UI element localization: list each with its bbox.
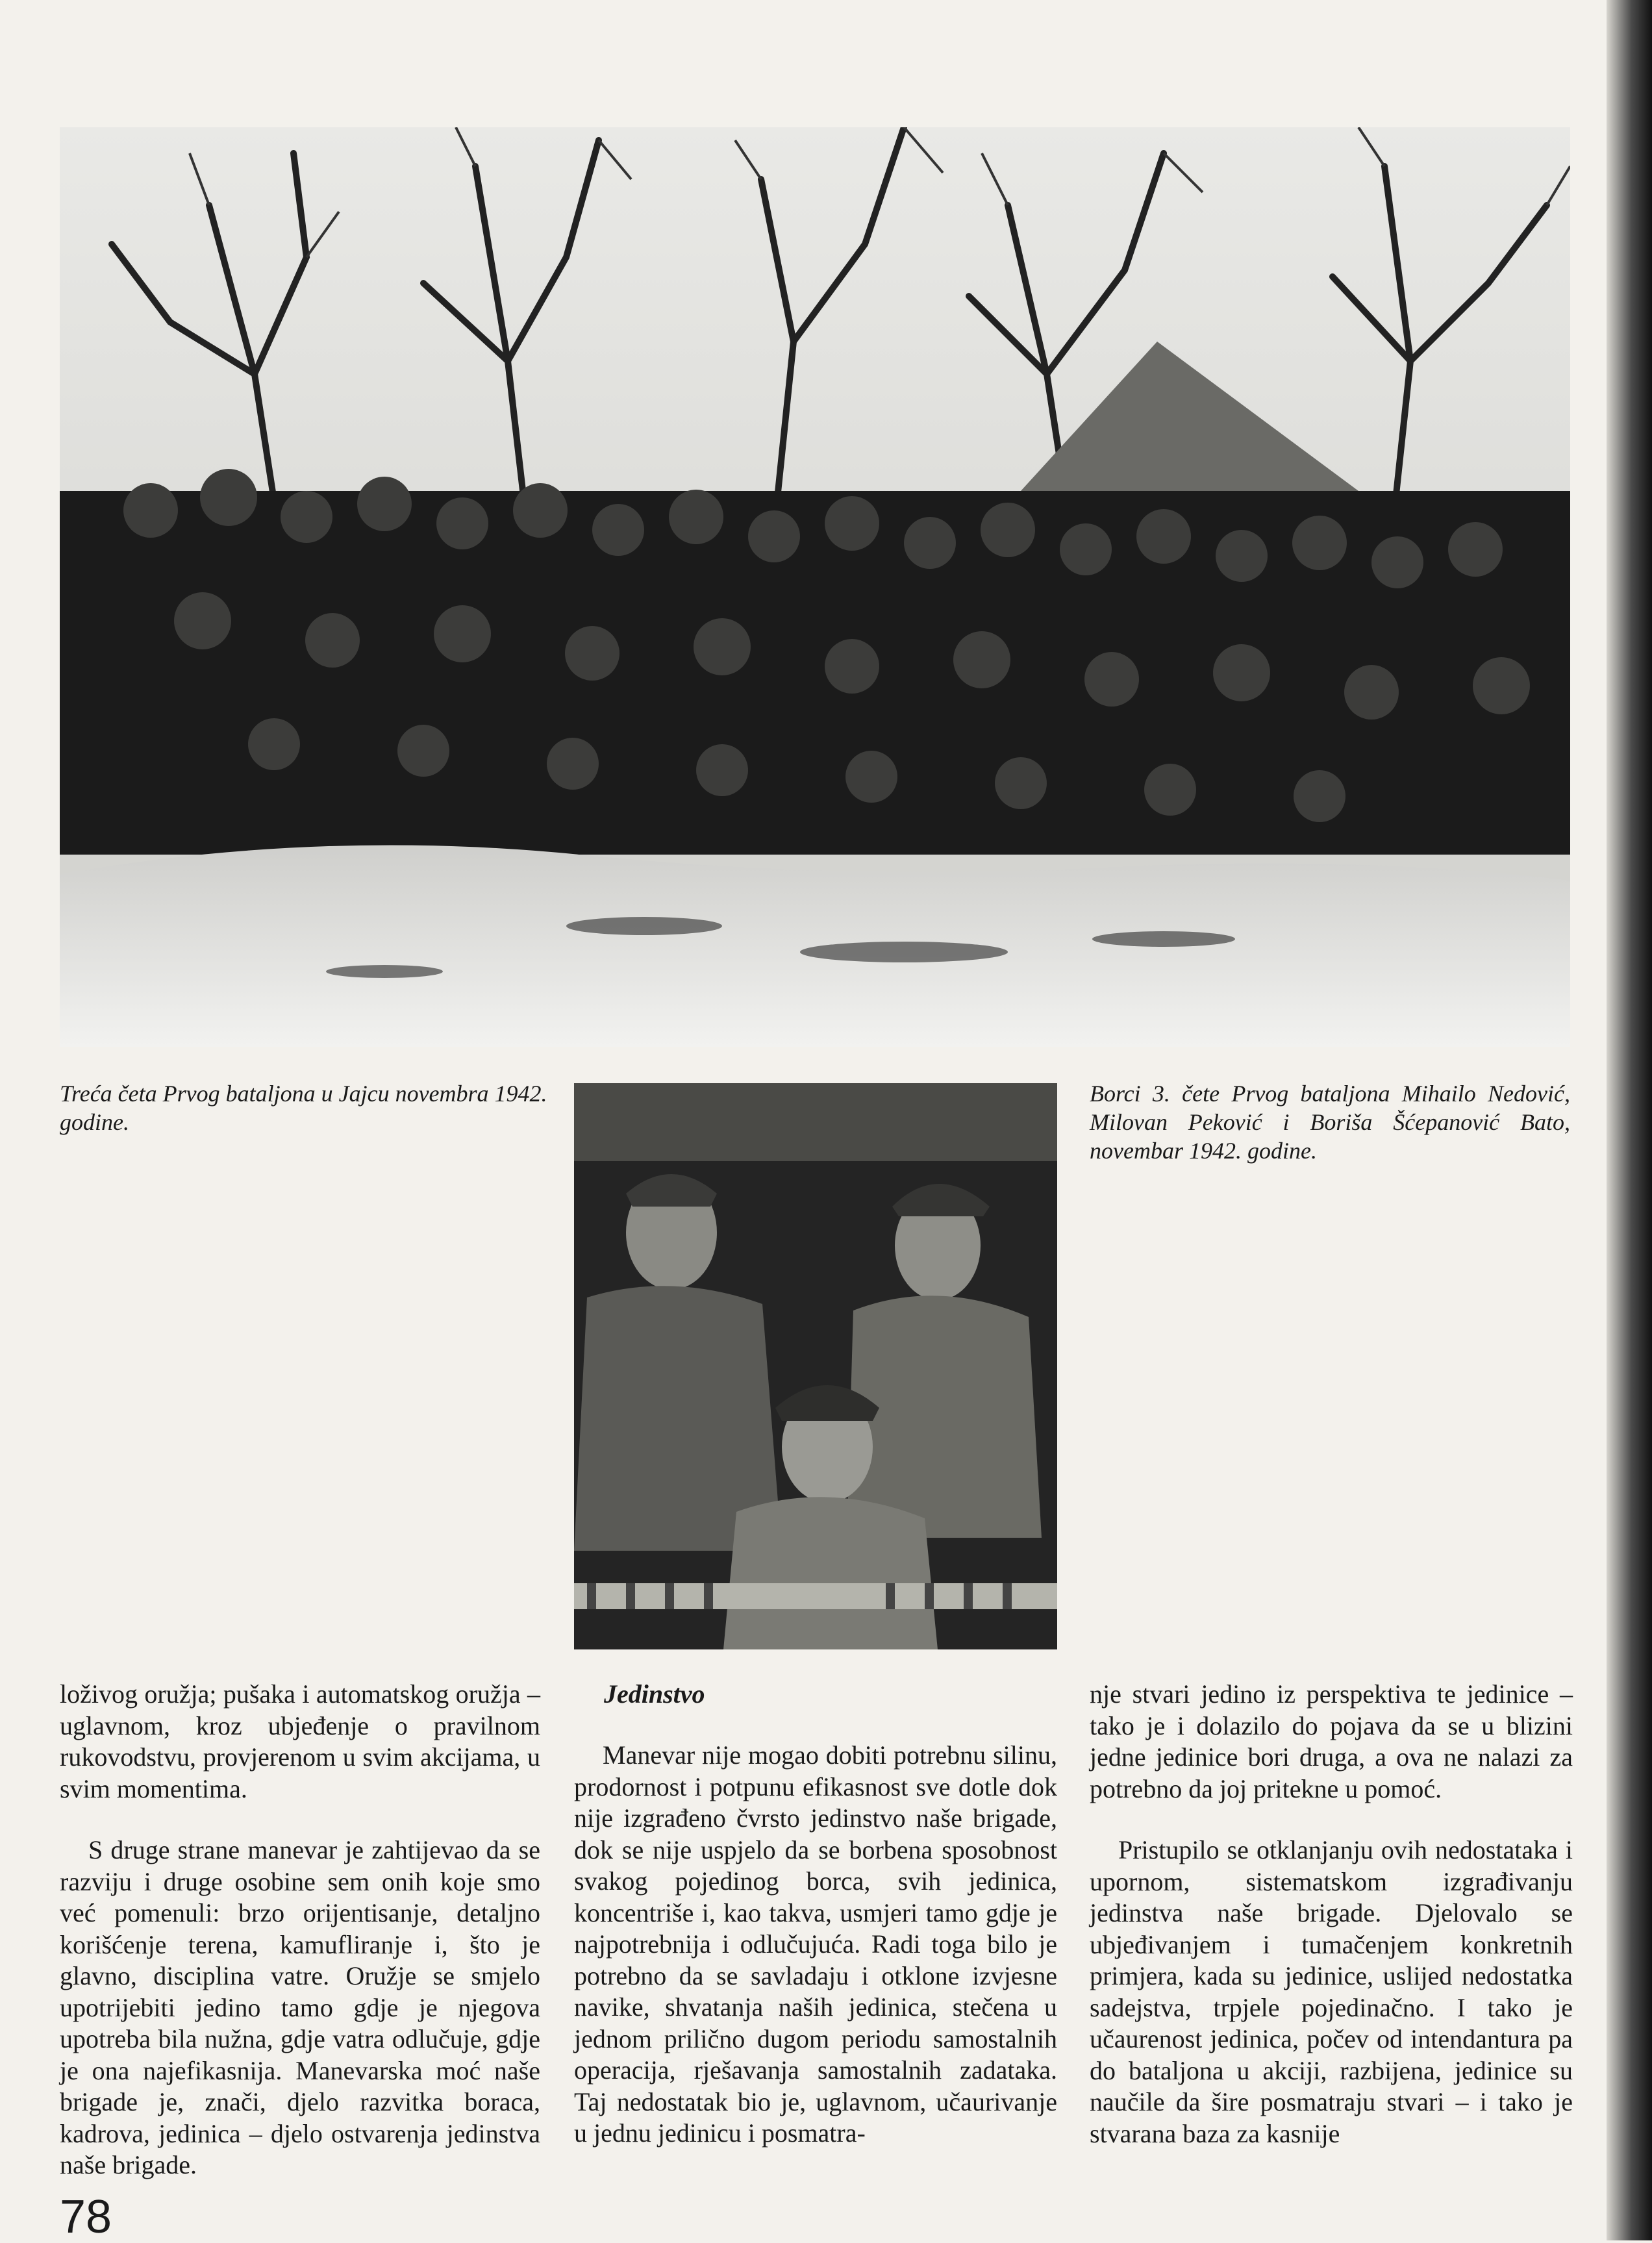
text-column-right (1090, 1679, 1573, 2149)
paragraph: S druge strane manevar je zahtijevao da se razviju i druge osobine sem onih koje smo već pomenuli: brzo orijentisanje, detaljno korišćenje terena, kamufliranje i, što je glavno, disciplina vatre. Oružje se smjelo upotrijebiti jedino tamo gdje je njegova upotreba bila nužna, gdje vatra odlučuje, gdje je ona najefikasnija. Manevarska moć naše brigade je, znači, djelo razvitka boraca, kadrova, jedinica – djelo ostvarenja jedinstva naše brigade. (60, 1835, 540, 2179)
page-edge-shadow (1607, 0, 1652, 2240)
group-photograph (60, 127, 1570, 1047)
text-column-middle (574, 1679, 1057, 2149)
paragraph: Manevar nije mogao dobiti potrebnu silinu, prodornost i potpunu efikasnost sve dotle dok nije izgrađeno čvrsto jedinstvo naše brigade, dok se nije uspjelo da se borbena sposobnost svakog pojedinog borca, svih jedinica, koncentriše i, kao takva, usmjeri tamo gdje je najpotrebnija i odlučujuća. Radi toga bilo je potrebno da se savladaju i otklone izvjesne navike, shvatanja naših jedinica, stečena u jednom prilično dugom periodu samostalnih operacija, rješavanja samostalnih zadataka. Taj nedostatak bio je, uglavnom, učaurivanje u jednu jedinicu i posmatra- (574, 1740, 1057, 2148)
portrait-photograph (574, 1083, 1057, 1649)
section-heading: Jedinstvo (604, 1679, 705, 1709)
paragraph: nje stvari jedino iz perspektiva te jedinice – tako je i dolazilo do pojava da se u blizini jedne jedinice bori druga, a ova ne nalazi za potrebno da joj pritekne u pomoć. (1090, 1679, 1573, 1803)
page-number: 78 (60, 2191, 112, 2243)
photo-caption-portrait: Borci 3. čete Prvog bataljona Mihailo Nedović, Milovan Peković i Boriša Šćepanović Bato, novembar 1942. godine. (1090, 1081, 1570, 1164)
paragraph: Pristupilo se otklanjanju ovih nedostataka i upornom, sistematskom izgrađivanju jedinstva naše brigade. Djelovalo se ubjeđivanjem i tumačenjem konkretnih primjera, kada su jedinice, uslijed nedostatka sadejstva, trpjele pojedinačno. I tako je učaurenost jedinica, počev od intendantura pa do bataljona u akciji, razbijena, jedinice su naučile da šire posmatraju stvari – i tako je stvarana baza za kasnije (1090, 1835, 1573, 2148)
photo-caption-main: Treća četa Prvog bataljona u Jajcu novembra 1942. godine. (60, 1081, 547, 1135)
text-column-left (60, 1679, 540, 2181)
paragraph: loživog oružja; pušaka i automatskog oružja – uglavnom, kroz ubjeđenje o pravilnom rukovodstvu, provjerenom u svim akcijama, u svim momentima. (60, 1679, 540, 1803)
